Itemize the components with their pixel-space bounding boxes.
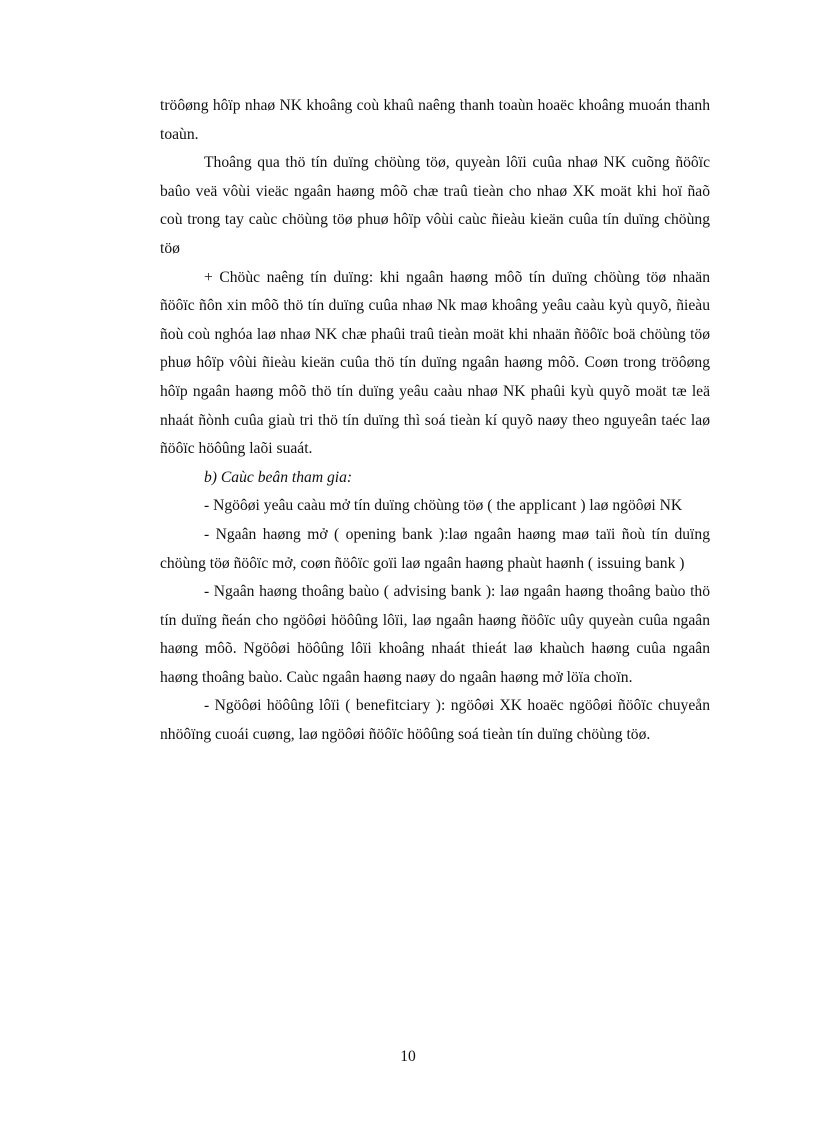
paragraph-opening-bank: - Ngaân haøng mở ( opening bank ):laø ngaân haøng maø taïi ñoù tín duïng chöùng töø ñöôïc mở, coøn ñöôïc goïi laø ngaân haøng phaùt haønh ( issuing bank ) — [160, 525, 710, 572]
paragraph-advising-bank: - Ngaân haøng thoâng baùo ( advising bank ): laø ngaân haøng thoâng baùo thö tín duïng ñeán cho ngöôøi höôûng lôïi, laø ngaân haøng ñöôïc uûy quyeàn cuûa ngaân haøng môõ. Ngöôøi höôûng lôïi khoâng nhaát thieát laø khaùch haøng cuûa ngaân haøng thoâng baùo. Caùc ngaân haøng naøy do ngaân haøng mở löïa choïn. — [160, 583, 710, 686]
page-number: 10 — [400, 1048, 416, 1065]
paragraph-credit-function: + Chöùc naêng tín duïng: khi ngaân haøng môõ tín duïng chöùng töø nhaän ñöôïc ñôn xin môõ thö tín duïng cuûa nhaø Nk maø khoâng yeâu caàu kyù quyõ, ñieàu ñoù coù nghóa laø nhaø NK chæ phaûi traû tieàn moät khi nhaän ñöôïc boä chöùng töø phuø hôïp vôùi ñieàu kieän cuûa thö tín duïng ngaân haøng môõ. Coøn trong tröôøng hôïp ngaân haøng môõ thö tín duïng yeâu caàu nhaø NK phaûi kyù quyõ moät tæ leä nhaát ñònh cuûa giaù tri thö tín duïng thì soá tieàn kí quyõ naøy theo nguyeân taéc laø ñöôïc höôûng laõi suaát. — [160, 268, 710, 458]
section-heading-parties: b) Caùc beân tham gia: — [204, 468, 353, 486]
paragraph-applicant: - Ngöôøi yeâu caàu mở tín duïng chöùng töø ( the applicant ) laø ngöôøi NK — [204, 497, 683, 515]
paragraph-beneficiary: - Ngöôøi höôûng lôïi ( benefitciary ): ngöôøi XK hoaëc ngöôøi ñöôïc chuyeån nhöôïng cuoái cuøng, laø ngöôøi ñöôïc höôûng soá tieàn tín duïng chöùng töø. — [160, 697, 710, 744]
body-text — [160, 92, 710, 750]
paragraph-continuation: tröôøng hôïp nhaø NK khoâng coù khaû naêng thanh toaùn hoaëc khoâng muoán thanh toaùn. — [160, 97, 710, 143]
paragraph-importer-protection: Thoâng qua thö tín duïng chöùng töø, quyeàn lôïi cuûa nhaø NK cuõng ñöôïc baûo veä vôùi vieäc ngaân haøng môõ chæ traû tieàn cho nhaø XK moät khi hoï ñaõ coù trong tay caùc chöùng töø phuø hôïp vôùi caùc ñieàu kieän cuûa tín duïng chöùng töø — [160, 154, 710, 257]
